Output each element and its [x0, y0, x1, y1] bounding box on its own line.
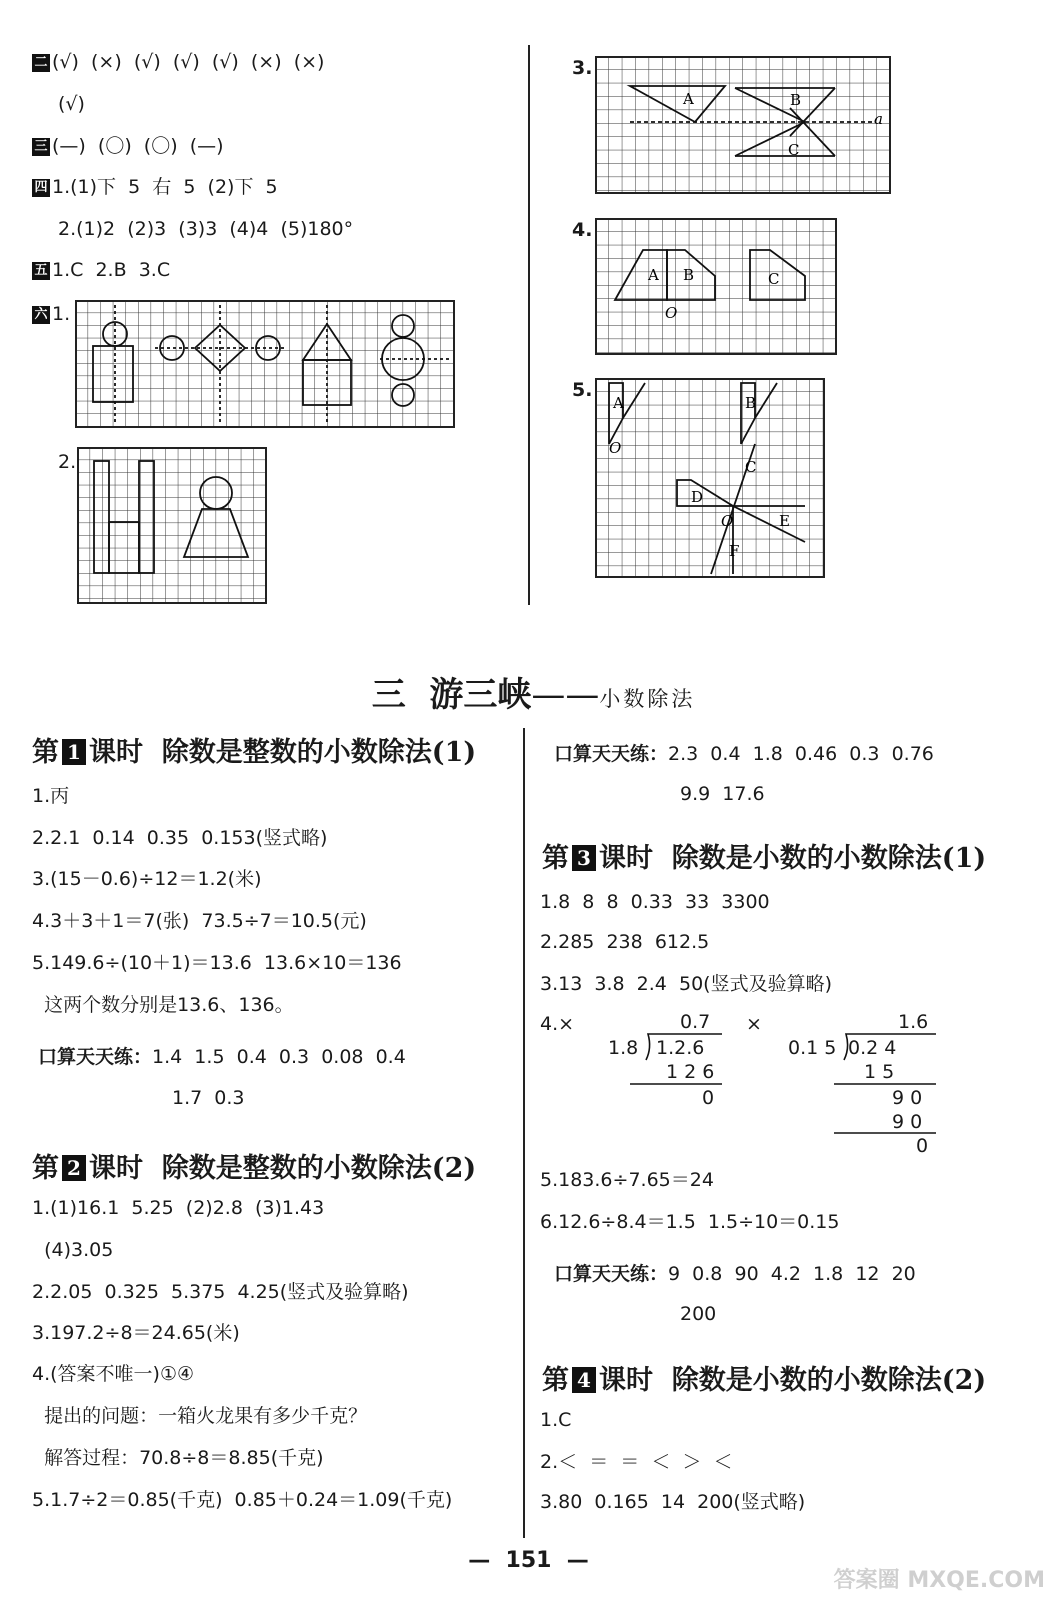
l4-line2: 3.80 0.165 14 200(竖式略)	[540, 1491, 806, 1513]
l3-line1: 2.285 238 612.5	[540, 931, 710, 953]
s3-line1: 三 (—) (〇) (〇) (—)	[32, 134, 224, 158]
grid-figure-4	[595, 218, 837, 355]
grid-figure-5	[595, 378, 825, 578]
l1-line1: 2.2.1 0.14 0.35 0.153(竖式略)	[32, 827, 328, 849]
l3-drill: 口算天天练：9 0.8 90 4.2 1.8 12 20	[554, 1263, 916, 1285]
l3-q4: 4.×	[540, 1013, 575, 1035]
r-drill: 口算天天练：2.3 0.4 1.8 0.46 0.3 0.76	[554, 743, 934, 765]
chapter-title: 三 游三峡——小数除法	[371, 675, 696, 715]
div1-step: 1 2 6	[666, 1061, 715, 1083]
l3-line5: 5.183.6÷7.65＝24	[540, 1169, 714, 1191]
l2-line5: 提出的问题：一箱火龙果有多少千克？	[32, 1405, 368, 1427]
div1-divisor: 1.8	[608, 1037, 639, 1059]
bottom-divider	[523, 728, 525, 1538]
fig4-B: B	[683, 266, 695, 284]
grid-figure-3	[595, 56, 891, 194]
div2-s1: 1 5	[864, 1061, 895, 1083]
l2-line3: 3.197.2÷8＝24.65(米)	[32, 1322, 240, 1344]
fig5-C: C	[745, 458, 757, 476]
fig5-B: B	[745, 394, 757, 412]
l3-line2: 3.13 3.8 2.4 50(竖式及验算略)	[540, 973, 832, 995]
s6-q1: 六 1.	[32, 302, 70, 326]
s2-line2: (√)	[58, 93, 85, 115]
lesson4-title: 第 4 课时 除数是小数的小数除法(2)	[542, 1365, 987, 1396]
l2-line1: (4)3.05	[32, 1239, 114, 1261]
l4-line1: 2.＜ ＝ ＝ ＜ ＞ ＜	[540, 1451, 733, 1473]
l2-line0: 1.(1)16.1 5.25 (2)2.8 (3)1.43	[32, 1197, 325, 1219]
fig5-O1: O	[609, 439, 622, 457]
lesson3-title: 第 3 课时 除数是小数的小数除法(1)	[542, 843, 987, 874]
div2-dividend: 0.2 4	[848, 1037, 897, 1059]
l4-line0: 1.C	[540, 1409, 572, 1431]
fig3-a: a	[874, 110, 883, 128]
l3-q4b: ×	[746, 1013, 762, 1035]
div2-divisor: 0.1 5	[788, 1037, 837, 1059]
s4-line1: 四 1.(1)下 5 右 5 (2)下 5	[32, 175, 278, 199]
fig5-O2: O	[721, 512, 734, 530]
long-division-1	[600, 1008, 730, 1108]
l3-drill2: 200	[680, 1303, 717, 1325]
div2-s3: 9 0	[892, 1111, 923, 1133]
s6-q2: 2.	[58, 451, 77, 473]
fig3-label: 3.	[572, 57, 593, 79]
l1-line3: 4.3＋3＋1＝7(张) 73.5÷7＝10.5(元)	[32, 910, 367, 932]
fig5-A: A	[613, 394, 624, 412]
s4-line2: 2.(1)2 (2)3 (3)3 (4)4 (5)180°	[58, 218, 354, 240]
l2-line7: 5.1.7÷2＝0.85(千克) 0.85＋0.24＝1.09(千克)	[32, 1489, 453, 1511]
l1-line0: 1.丙	[32, 785, 70, 807]
div1-dividend: 1.2.6	[656, 1037, 705, 1059]
fig3-C: C	[788, 141, 800, 159]
r-drill2: 9.9 17.6	[680, 783, 765, 805]
grid-figure-6-2	[77, 447, 267, 604]
lesson1-title: 第 1 课时 除数是整数的小数除法(1)	[32, 737, 477, 768]
div2-rem: 0	[916, 1135, 929, 1157]
fig4-C: C	[768, 270, 780, 288]
div2-quotient: 1.6	[898, 1011, 929, 1033]
l1-line5: 这两个数分别是13.6、136。	[32, 994, 294, 1016]
fig4-label: 4.	[572, 219, 593, 241]
l2-line2: 2.2.05 0.325 5.375 4.25(竖式及验算略)	[32, 1281, 409, 1303]
l1-drill: 口算天天练：1.4 1.5 0.4 0.3 0.08 0.4	[38, 1046, 406, 1068]
long-division-2	[784, 1008, 944, 1158]
watermark: 答案圈 MXQE.COM	[833, 1568, 1045, 1593]
l1-line2: 3.(15－0.6)÷12＝1.2(米)	[32, 868, 262, 890]
fig5-E: E	[779, 512, 790, 530]
fig5-label: 5.	[572, 379, 593, 401]
l3-line6: 6.12.6÷8.4＝1.5 1.5÷10＝0.15	[540, 1211, 840, 1233]
div1-rem: 0	[702, 1087, 715, 1109]
page-number: — 151 —	[468, 1548, 589, 1573]
grid-figure-6-1	[75, 300, 455, 428]
lesson2-title: 第 2 课时 除数是整数的小数除法(2)	[32, 1153, 477, 1184]
l2-line6: 解答过程：70.8÷8＝8.85(千克)	[32, 1447, 324, 1469]
fig3-B: B	[790, 91, 802, 109]
s5-line1: 五 1.C 2.B 3.C	[32, 258, 170, 282]
l2-line4: 4.(答案不唯一)①④	[32, 1363, 195, 1385]
div2-s2: 9 0	[892, 1087, 923, 1109]
s2-line1: 二 (√) (×) (√) (√) (√) (×) (×)	[32, 50, 324, 74]
fig5-F: F	[729, 542, 740, 560]
l3-line0: 1.8 8 8 0.33 33 3300	[540, 891, 770, 913]
fig5-D: D	[691, 488, 704, 506]
div1-quotient: 0.7	[680, 1011, 711, 1033]
l1-line4: 5.149.6÷(10＋1)＝13.6 13.6×10＝136	[32, 952, 402, 974]
top-divider	[528, 45, 530, 605]
fig3-A: A	[683, 90, 694, 108]
fig4-A: A	[648, 266, 659, 284]
fig4-O: O	[665, 304, 678, 322]
l1-drill2: 1.7 0.3	[172, 1087, 245, 1109]
